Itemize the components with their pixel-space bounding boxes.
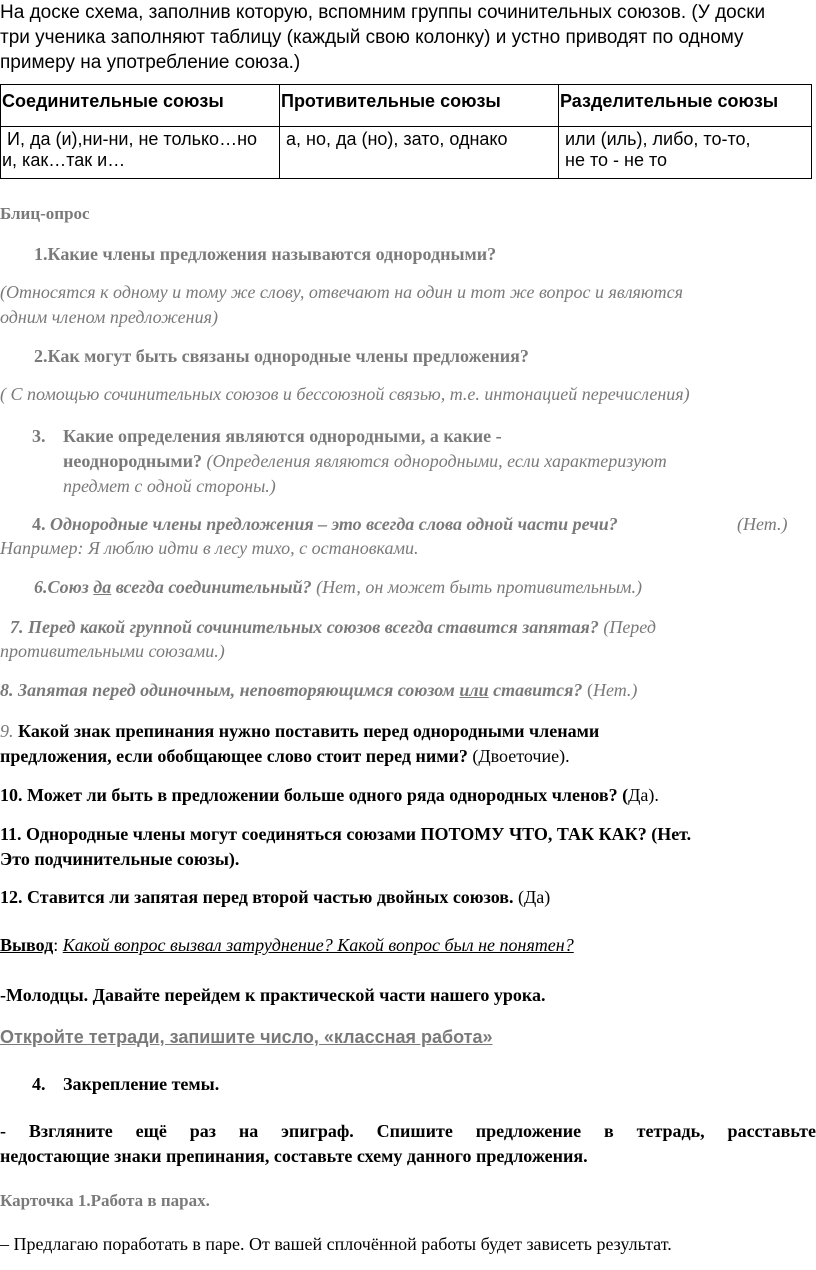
cell-line: или (иль), либо, то-то, [565, 129, 751, 149]
question-3-number: 3. [32, 426, 46, 446]
question-6-underlined: да [93, 577, 112, 597]
task-line: недостающие знаки препинания, составьте схему данного предложения. [0, 1146, 588, 1166]
conclusion-line [0, 935, 574, 956]
question-6-text: 6.Союз [34, 577, 94, 597]
question-1: 1.Какие члены предложения называются однородными? [34, 244, 497, 264]
table-cell [559, 127, 812, 179]
answer-4-example: Например: Я люблю идти в лесу тихо, с остановками. [0, 538, 419, 558]
answer-2: ( С помощью сочинительных союзов и бессоюзной связью, т.е. интонацией перечисления) [0, 384, 690, 404]
question-6-line [34, 577, 642, 598]
intro-line: На доске схема, заполнив которую, вспомним группы сочинительных союзов. (У доски [0, 2, 766, 23]
cell-line: а, но, да (но), зато, однако [286, 129, 508, 149]
question-8-text: ставится? [488, 680, 583, 700]
answer-12: (Да) [517, 887, 551, 907]
question-9-number: 9. [0, 721, 14, 741]
question-10-line [0, 785, 659, 806]
question-6-text: всегда соединительный? [111, 577, 312, 597]
question-9-line [0, 721, 599, 742]
question-3-line: Какие определения являются однородными, а какие - [63, 426, 502, 446]
table-header-cell [1, 85, 280, 127]
answer-1-line: (Относятся к одному и тому же слову, отвечают на один и тот же вопрос и являются [0, 282, 683, 302]
question-2: 2.Как могут быть связаны однородные члены предложения? [34, 346, 529, 366]
answer-3-text: (Определения являются однородными, если характеризуют [206, 451, 667, 471]
question-4-line [32, 514, 618, 535]
table-header-cell [559, 85, 812, 127]
notebook-instruction: Откройте тетради, запишите число, «классная работа» [0, 1027, 493, 1047]
question-11-line: 11. Однородные члены могут соединяться союзами ПОТОМУ ЧТО, ТАК КАК? (Нет. [0, 824, 692, 844]
answer-8-paren: ( [586, 680, 593, 700]
answer-1-line: одним членом предложения) [0, 307, 218, 327]
answer-10: Да). [628, 785, 659, 805]
answer-6: (Нет, он может быть противительным.) [316, 577, 643, 597]
answer-7-line: противительными союзами.) [0, 641, 225, 661]
table-row [1, 127, 812, 179]
intro-line: примеру на употребление союза.) [0, 52, 301, 73]
praise-line: -Молодцы. Давайте перейдем к практической части нашего урока. [0, 985, 546, 1005]
answer-3-line: предмет с одной стороны.) [63, 476, 276, 496]
question-4-text: Однородные члены предложения – это всегда слова одной части речи? [50, 514, 618, 534]
table-header-row [1, 85, 812, 127]
answer-10-paren: ( [622, 785, 629, 805]
question-11-line: Это подчинительные союзы). [0, 849, 240, 869]
quiz-title: Блиц-опрос [0, 204, 90, 223]
section-title: Закрепление темы. [63, 1074, 220, 1094]
task-line: - Взгляните ещё раз на эпиграф. Спишите предложение в тетрадь, расставьте [0, 1121, 816, 1141]
question-8-line [0, 680, 637, 701]
section-number: 4. [32, 1074, 46, 1094]
answer-7-text: (Перед [603, 617, 656, 637]
cell-line: не то - не то [565, 150, 668, 170]
question-12-line [0, 887, 550, 908]
conjunction-table [0, 84, 812, 179]
question-3-line2 [63, 451, 667, 472]
question-7-line [10, 617, 656, 638]
conclusion-label: Вывод [0, 935, 54, 955]
question-10-text: 10. Может ли быть в предложении больше одного ряда однородных членов? [0, 785, 618, 805]
cell-line: И, да (и),ни-ни, не только…но [7, 129, 258, 149]
question-9-text: предложения, если обобщающее слово стоит перед ними? [0, 746, 468, 766]
answer-9: (Двоеточие). [472, 746, 570, 766]
conclusion-separator: : [53, 935, 63, 955]
table-header-cell [280, 85, 559, 127]
header-text: Противительные союзы [281, 91, 501, 111]
table-cell [1, 127, 280, 179]
answer-8: Нет.) [592, 680, 638, 700]
intro-line: три ученика заполняют таблицу (каждый свою колонку) и устно приводят по одному [0, 27, 744, 48]
cell-line: и, как…так и… [2, 150, 126, 170]
question-7-text: 7. Перед какой группой сочинительных союзов всегда ставится запятая? [10, 617, 599, 637]
question-9-text: Какой знак препинания нужно поставить перед однородными членами [18, 721, 600, 741]
question-3-text: неоднородными? [63, 451, 202, 471]
question-4-number: 4. [32, 514, 46, 534]
question-12-text: 12. Ставится ли запятая перед второй частью двойных союзов. [0, 887, 514, 907]
header-text: Разделительные союзы [560, 91, 779, 111]
question-8-text: 8. Запятая перед одиночным, неповторяющимся союзом [0, 680, 460, 700]
header-text: Соединительные союзы [2, 91, 224, 111]
card-title: Карточка 1.Работа в парах. [0, 1191, 210, 1210]
last-paragraph: – Предлагаю поработать в паре. От вашей сплочённой работы будет зависеть результат. [0, 1234, 672, 1254]
question-8-underlined: или [459, 680, 489, 700]
question-9-line2 [0, 746, 570, 767]
answer-4-part: (Нет.) [737, 514, 788, 534]
table-cell [280, 127, 559, 179]
conclusion-text: Какой вопрос вызвал затруднение? Какой вопрос был не понятен? [62, 935, 574, 955]
